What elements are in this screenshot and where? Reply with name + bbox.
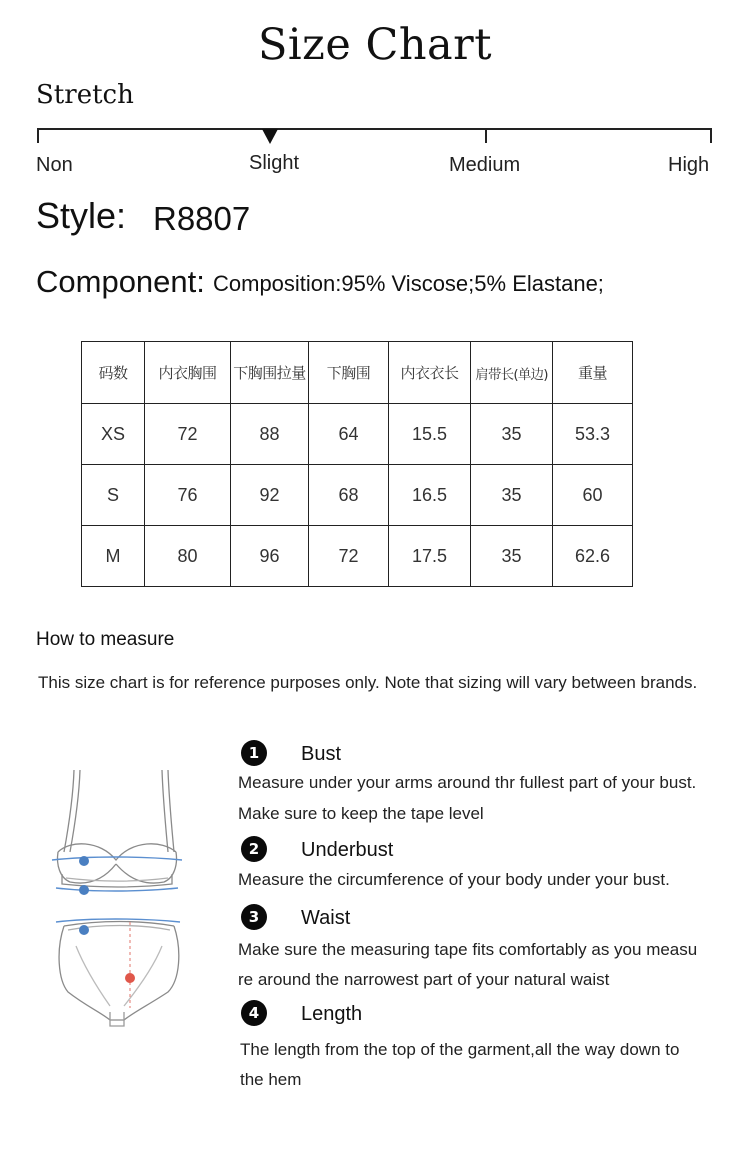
measure-title-underbust: Underbust — [301, 839, 394, 861]
component-label: Component: — [36, 264, 205, 299]
table-cell: 76 — [145, 465, 231, 526]
measure-title-waist: Waist — [301, 907, 351, 929]
size-table — [81, 341, 633, 587]
number-1-icon: 1 — [241, 740, 267, 766]
stretch-level-non: Non — [36, 154, 73, 176]
stretch-tick-non — [37, 128, 39, 143]
table-cell: 35 — [471, 404, 553, 465]
stretch-level-medium: Medium — [449, 154, 521, 176]
how-to-measure-heading: How to measure — [36, 629, 175, 650]
measure-desc-line: Make sure the measuring tape fits comfortably as you measu — [238, 940, 698, 959]
table-header-cell: 内衣胸围 — [145, 342, 231, 404]
table-cell: 72 — [309, 526, 389, 587]
table-cell: 35 — [471, 465, 553, 526]
table-row — [82, 526, 633, 587]
stretch-level-high: High — [668, 154, 710, 176]
table-cell: 88 — [231, 404, 309, 465]
table-cell: 15.5 — [389, 404, 471, 465]
table-row — [82, 465, 633, 526]
table-cell: 72 — [145, 404, 231, 465]
table-header-cell: 下胸围拉量 — [231, 342, 309, 404]
stretch-label: Stretch — [36, 80, 134, 110]
table-row — [82, 404, 633, 465]
measure-desc-line: the hem — [240, 1070, 302, 1089]
table-cell: XS — [82, 404, 145, 465]
table-cell: 96 — [231, 526, 309, 587]
stretch-scale-line — [37, 128, 712, 130]
stretch-tick-medium — [485, 128, 487, 143]
table-cell: 53.3 — [553, 404, 633, 465]
measure-desc-line: The length from the top of the garment,all the way down to — [240, 1040, 680, 1059]
stretch-tick-high — [710, 128, 712, 143]
component-value: Composition:95% Viscose;5% Elastane; — [213, 271, 604, 296]
style-label: Style: — [36, 195, 127, 236]
table-cell: 64 — [309, 404, 389, 465]
stretch-level-slight: Slight — [249, 152, 300, 174]
garment-illustration — [40, 760, 190, 1040]
table-cell: 16.5 — [389, 465, 471, 526]
table-cell: 35 — [471, 526, 553, 587]
stretch-selected-marker-icon — [262, 129, 278, 144]
table-cell: 60 — [553, 465, 633, 526]
measure-title-bust: Bust — [301, 743, 342, 765]
table-cell: 17.5 — [389, 526, 471, 587]
number-2-icon: 2 — [241, 836, 267, 862]
reference-note: This size chart is for reference purposes only. Note that sizing will vary between brands. — [38, 673, 698, 692]
table-header-row — [82, 342, 633, 404]
number-3-icon: 3 — [241, 904, 267, 930]
table-header-cell: 重量 — [553, 342, 633, 404]
table-cell: 92 — [231, 465, 309, 526]
table-header-cell: 码数 — [82, 342, 145, 404]
measure-desc-line: Measure the circumference of your body under your bust. — [238, 870, 670, 889]
number-4-icon: 4 — [241, 1000, 267, 1026]
measure-desc-line: re around the narrowest part of your natural waist — [238, 970, 610, 989]
measure-title-length: Length — [301, 1003, 363, 1025]
table-cell: M — [82, 526, 145, 587]
table-header-cell: 下胸围 — [309, 342, 389, 404]
measure-desc-line: Make sure to keep the tape level — [238, 804, 484, 823]
page-title: Size Chart — [257, 20, 493, 70]
table-header-cell: 肩带长(单边) — [471, 342, 553, 404]
table-cell: S — [82, 465, 145, 526]
table-cell: 62.6 — [553, 526, 633, 587]
measure-desc-line: Measure under your arms around thr fullest part of your bust. — [238, 773, 697, 792]
table-header-cell: 内衣衣长 — [389, 342, 471, 404]
table-cell: 80 — [145, 526, 231, 587]
table-cell: 68 — [309, 465, 389, 526]
style-value: R8807 — [153, 200, 251, 237]
